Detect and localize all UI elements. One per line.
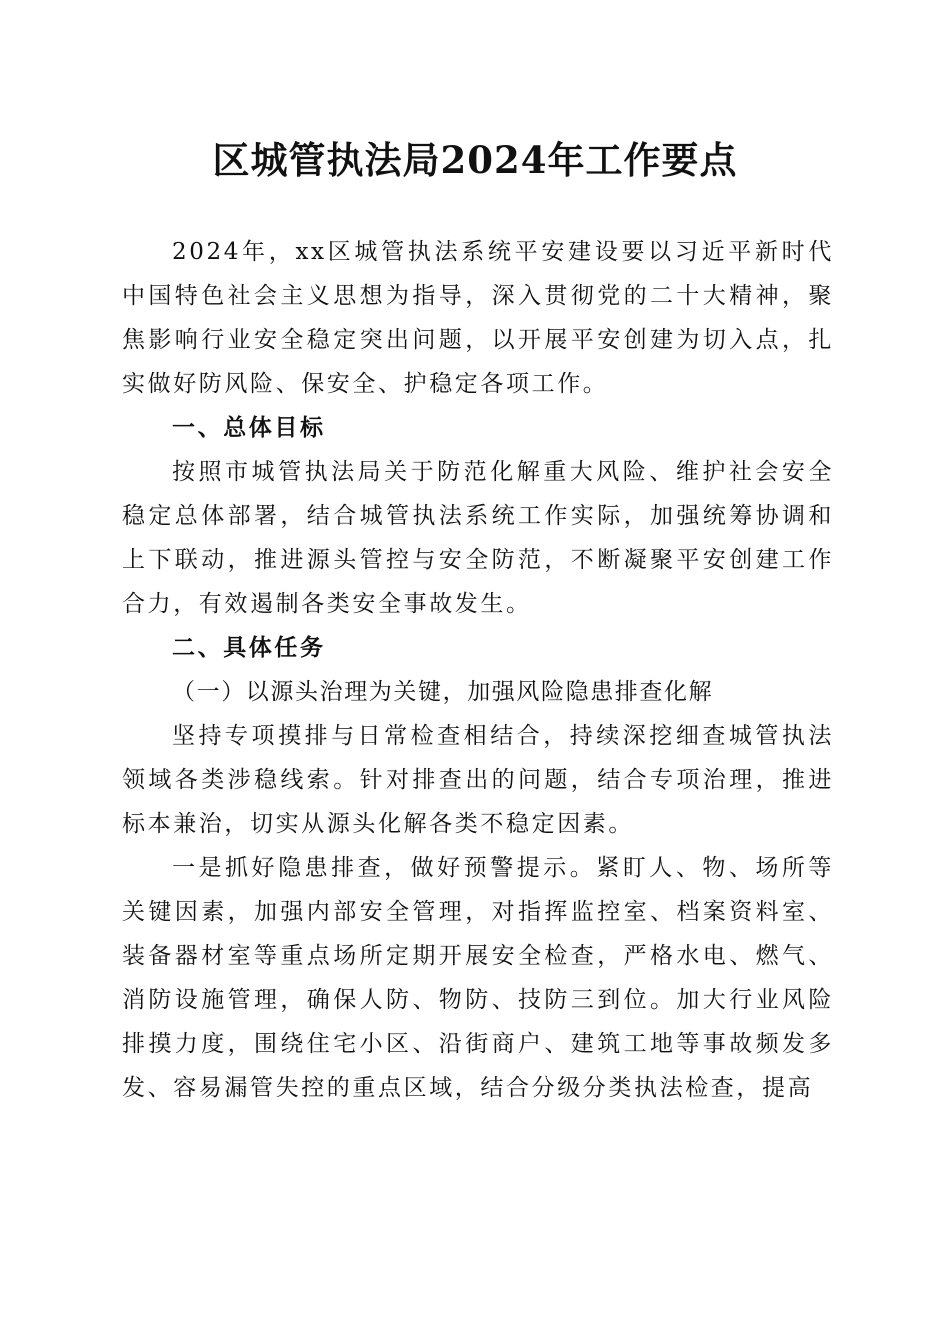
- subsection-heading-source-governance: （一）以源头治理为关键，加强风险隐患排查化解: [172, 679, 714, 705]
- hazard-inspection-paragraph: 一是抓好隐患排查，做好预警提示。紧盯人、物、场所等关键因素，加强内部安全管理，对指挥监控室、档案资料室、装备器材室等重点场所定期开展安全检查，严格水电、燃气、消防设施管理，确保人防、物防、技防三到位。加大行业风险排摸力度，围绕住宅小区、沿街商户、建筑工地等事故频发多发、容易漏管失控的重点区域，结合分级分类执法检查，提高: [122, 855, 834, 1101]
- document-body: [122, 230, 834, 1110]
- overall-goal-paragraph: 按照市城管执法局关于防范化解重大风险、维护社会安全稳定总体部署，结合城管执法系统工作实际，加强统筹协调和上下联动，推进源头管控与安全防范，不断凝聚平安创建工作合力，有效遏制各类安全事故发生。: [122, 459, 834, 617]
- section-heading-specific-tasks: 二、具体任务: [172, 635, 326, 661]
- document-title: 区城管执法局2024年工作要点: [212, 138, 738, 182]
- intro-paragraph: 2024年，xx区城管执法系统平安建设要以习近平新时代中国特色社会主义思想为指导，深入贯彻党的二十大精神，聚焦影响行业安全稳定突出问题，以开展平安创建为切入点，扎实做好防风险、保安全、护稳定各项工作。: [122, 239, 834, 397]
- source-governance-paragraph: 坚持专项摸排与日常检查相结合，持续深挖细查城管执法领域各类涉稳线索。针对排查出的问题，结合专项治理，推进标本兼治，切实从源头化解各类不稳定因素。: [122, 723, 834, 837]
- section-heading-overall-goal: 一、总体目标: [172, 415, 326, 441]
